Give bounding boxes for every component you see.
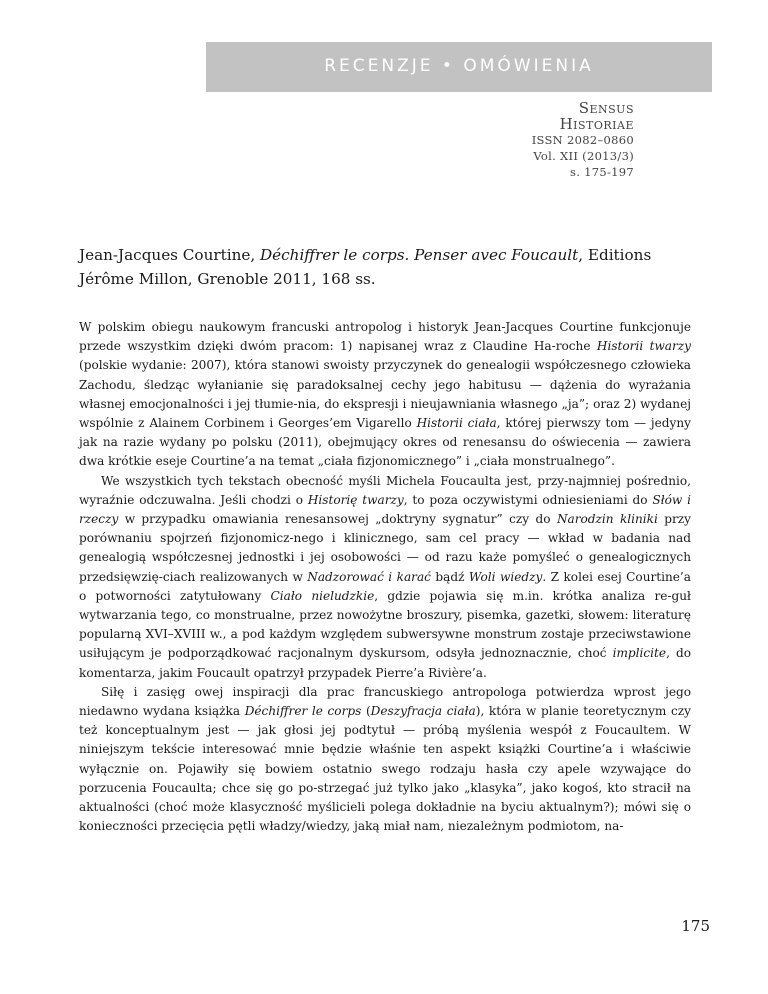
journal-volume: Vol. XII (2013/3) — [533, 149, 634, 163]
paragraph-1: W polskim obiegu naukowym francuski antropolog i historyk Jean-Jacques Courtine funkcjonuje przede wszystkim dzięki dwóm pracom: 1) napisanej wraz z Claudine Ha-roche Historii twarzy (polskie wydanie: 2007), która stanowi swoisty przyczynek do genealogii współczesnego człowieka Zachodu, śledząc wyłanianie się paradoksalnej cechy jego habitusu — dążenia do wyrażania własnej emocjonalności i jej tłumie-nia, do ekspresji i nieujawniania własnego „ja”; oraz 2) wydanej wspólnie z Alainem Corbinem i Georges’em Vigarello Historii ciała, której pierwszy tom — jedyny jak na razie wydany po polsku (2011), obejmujący okres od renesansu do oświecenia — zawiera dwa krótkie eseje Courtine’a na temat „ciała fizjonomicznego” i „ciała monstrualnego”. — [79, 320, 691, 469]
journal-name-line2: Historiae — [559, 115, 634, 133]
bibliographic-entry: Jean-Jacques Courtine, Déchiffrer le corps. Penser avec Foucault, Editions Jérôme Millon, Grenoble 2011, 168 ss. — [79, 246, 652, 288]
journal-info — [434, 100, 634, 180]
section-banner — [206, 42, 712, 92]
paragraph-3: Siłę i zasięg owej inspiracji dla prac francuskiego antropologa potwierdza wprost jego niedawno wydana książka Déchiffrer le corps (Deszyfracja ciała), która w planie teoretycznym czy też konceptualnym jest — jak głosi jej podtytuł — próbą myślenia wespół z Foucaultem. W niniejszym tekście interesować mnie będzie właśnie ten aspekt książki Courtine’a i właściwie wyłącznie on. Pojawiły się bowiem ostatnio swego rodzaju hasła czy apele wzywające do porzucenia Foucaulta; chce się go po-strzegać już tylko jako „klasyka”, jako kogoś, kto stracił na aktualności (choć może klasyczność myślicieli polega dokładnie na byciu aktualnym?); mówi się o konieczności przecięcia pętli władzy/wiedzy, jaką miał nam, niezależnym podmiotom, na- — [79, 684, 691, 834]
paragraph-2: We wszystkich tych tekstach obecność myśli Michela Foucaulta jest, przy-najmniej pośrednio, wyraźnie odczuwalna. Jeśli chodzi o Historię twarzy, to poza oczywistymi odniesieniami do Słów i rzeczy w przypadku omawiania renesansowej „doktryny sygnatur” czy do Narodzin kliniki przy porównaniu spojrzeń fizjonomicz-nego i klinicznego, sam cel pracy — wkład w badania nad genealogią współczesnej jednostki i jej osobowości — od razu każe pomyśleć o genealogicznych przedsięwzię-ciach realizowanych w Nadzorować i karać bądź Woli wiedzy. Z kolei esej Courtine’a o potworności zatytułowany Ciało nieludzkie, gdzie pojawia się m.in. krótka analiza re-guł wytwarzania tego, co monstrualne, przez nowożytne broszury, pisemka, gazetki, słowem: literaturę popularną XVI–XVIII w., a pod każdym względem subwersywne monstrum zostaje przeciwstawione usiłującym je podporządkować racjonalnym dyskursom, odsyła jednoznacznie, choć implicite, do komentarza, jakim Foucault opatrzył przypadek Pierre’a Rivière’a. — [79, 473, 691, 680]
review-body — [79, 318, 691, 836]
journal-name-line1: Sensus — [578, 99, 634, 117]
section-banner-title: RECENZJE • OMÓWIENIA — [324, 56, 594, 76]
page-number: 175 — [681, 917, 710, 935]
journal-issn: ISSN 2082–0860 — [531, 133, 634, 147]
journal-pages: s. 175-197 — [570, 165, 634, 179]
